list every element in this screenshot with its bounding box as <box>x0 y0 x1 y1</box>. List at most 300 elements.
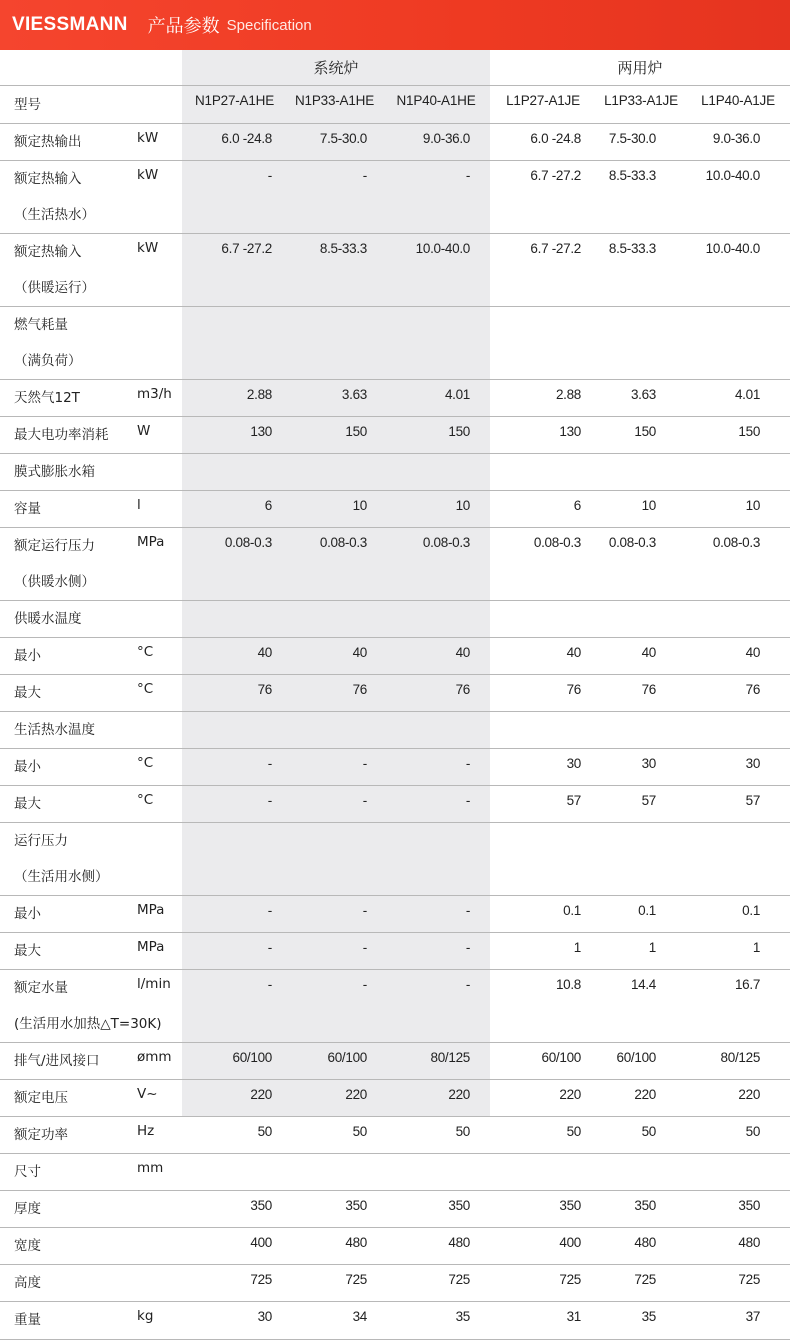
value-cell <box>382 1006 490 1043</box>
value-cell: 60/100 <box>490 1043 596 1080</box>
value-cell: 2.88 <box>490 380 596 417</box>
value-cell: 480 <box>382 1228 490 1265</box>
value-cell: 6.0 -24.8 <box>490 124 596 161</box>
value-cell: 1 <box>596 933 686 970</box>
row-label: 容量 <box>0 491 135 528</box>
row-unit: W <box>135 417 182 454</box>
value-cell: 30 <box>490 749 596 786</box>
value-cell <box>287 601 382 638</box>
value-cell <box>287 270 382 307</box>
row-unit: ømm <box>135 1043 182 1080</box>
value-cell <box>596 1006 686 1043</box>
value-cell: 220 <box>686 1080 790 1117</box>
value-cell: 76 <box>596 675 686 712</box>
value-cell: 76 <box>686 675 790 712</box>
value-cell: 60/100 <box>182 1043 287 1080</box>
table-row <box>0 712 790 749</box>
value-cell: 480 <box>596 1228 686 1265</box>
table-row <box>0 234 790 271</box>
value-cell: 10 <box>382 491 490 528</box>
value-cell: 0.08-0.3 <box>490 528 596 565</box>
value-cell: 350 <box>490 1191 596 1228</box>
value-cell <box>686 601 790 638</box>
value-cell <box>382 454 490 491</box>
value-cell <box>596 823 686 860</box>
row-label: 最大 <box>0 786 135 823</box>
value-cell <box>287 859 382 896</box>
table-row <box>0 970 790 1007</box>
value-cell: - <box>287 896 382 933</box>
value-cell: - <box>182 896 287 933</box>
value-cell <box>686 564 790 601</box>
value-cell: 3.63 <box>287 380 382 417</box>
value-cell: 57 <box>686 786 790 823</box>
value-cell: - <box>382 933 490 970</box>
row-unit: kW <box>135 161 182 198</box>
value-cell: 31 <box>490 1302 596 1340</box>
value-cell: 35 <box>382 1302 490 1340</box>
value-cell: 10.8 <box>490 970 596 1007</box>
value-cell: 8.5-33.3 <box>287 234 382 271</box>
table-row <box>0 896 790 933</box>
value-cell <box>686 454 790 491</box>
value-cell <box>287 1006 382 1043</box>
row-label: 最大 <box>0 675 135 712</box>
group-combi-boiler: 两用炉 <box>617 59 663 77</box>
table-row <box>0 491 790 528</box>
table-row <box>0 859 790 896</box>
row-unit <box>135 712 182 749</box>
value-cell: 220 <box>596 1080 686 1117</box>
row-label: 额定功率 <box>0 1117 135 1154</box>
value-cell: 0.08-0.3 <box>182 528 287 565</box>
table-row <box>0 749 790 786</box>
page-title: 产品参数 <box>147 16 220 37</box>
value-cell: 2.88 <box>182 380 287 417</box>
row-unit <box>135 270 182 307</box>
value-cell: 725 <box>686 1265 790 1302</box>
value-cell: 40 <box>686 638 790 675</box>
row-unit: °C <box>135 638 182 675</box>
value-cell: 40 <box>182 638 287 675</box>
value-cell <box>686 197 790 234</box>
specification-table <box>0 50 790 1340</box>
value-cell <box>596 307 686 344</box>
value-cell: 6.7 -27.2 <box>490 161 596 198</box>
page-subtitle: Specification <box>226 16 312 34</box>
value-cell: 725 <box>182 1265 287 1302</box>
value-cell: 0.08-0.3 <box>287 528 382 565</box>
value-cell: 10.0-40.0 <box>686 161 790 198</box>
value-cell: 220 <box>490 1080 596 1117</box>
value-cell <box>382 343 490 380</box>
value-cell: 130 <box>490 417 596 454</box>
value-cell: 220 <box>287 1080 382 1117</box>
value-cell <box>382 823 490 860</box>
value-cell <box>490 454 596 491</box>
value-cell <box>596 343 686 380</box>
table-row <box>0 638 790 675</box>
model-name: L1P33-A1JE <box>596 86 686 124</box>
model-header-row <box>0 86 790 124</box>
row-unit: m3/h <box>135 380 182 417</box>
value-cell <box>287 712 382 749</box>
row-unit <box>135 823 182 860</box>
row-unit: MPa <box>135 528 182 565</box>
value-cell <box>596 601 686 638</box>
row-unit: kW <box>135 234 182 271</box>
value-cell: 76 <box>182 675 287 712</box>
value-cell: - <box>382 970 490 1007</box>
table-row <box>0 933 790 970</box>
value-cell <box>596 1154 686 1191</box>
value-cell <box>287 454 382 491</box>
value-cell: 30 <box>686 749 790 786</box>
row-label: 尺寸 <box>0 1154 135 1191</box>
value-cell: 34 <box>287 1302 382 1340</box>
value-cell: 7.5-30.0 <box>596 124 686 161</box>
value-cell: 220 <box>382 1080 490 1117</box>
value-cell: - <box>382 749 490 786</box>
row-label: 最小 <box>0 638 135 675</box>
value-cell <box>596 197 686 234</box>
value-cell: 150 <box>287 417 382 454</box>
value-cell <box>686 270 790 307</box>
value-cell <box>490 601 596 638</box>
value-cell <box>287 343 382 380</box>
row-label: 供暖水温度 <box>0 601 135 638</box>
row-unit: l/min <box>135 970 182 1007</box>
value-cell: - <box>382 786 490 823</box>
table-row <box>0 454 790 491</box>
value-cell: - <box>287 786 382 823</box>
row-unit: MPa <box>135 896 182 933</box>
value-cell: 6 <box>490 491 596 528</box>
value-cell <box>382 712 490 749</box>
model-name: L1P40-A1JE <box>686 86 790 124</box>
row-unit: l <box>135 491 182 528</box>
table-row <box>0 564 790 601</box>
value-cell: - <box>182 161 287 198</box>
value-cell: 6.0 -24.8 <box>182 124 287 161</box>
value-cell: 0.1 <box>686 896 790 933</box>
value-cell <box>287 823 382 860</box>
value-cell: 14.4 <box>596 970 686 1007</box>
row-label: 燃气耗量 <box>0 307 135 344</box>
value-cell: 1 <box>490 933 596 970</box>
value-cell: 50 <box>596 1117 686 1154</box>
table-row <box>0 1191 790 1228</box>
value-cell <box>686 343 790 380</box>
value-cell: 76 <box>490 675 596 712</box>
row-unit <box>135 1191 182 1228</box>
value-cell: 0.08-0.3 <box>686 528 790 565</box>
value-cell: 350 <box>182 1191 287 1228</box>
value-cell: 30 <box>596 749 686 786</box>
value-cell <box>182 564 287 601</box>
value-cell: - <box>287 749 382 786</box>
table-row <box>0 675 790 712</box>
value-cell: 57 <box>490 786 596 823</box>
value-cell <box>596 859 686 896</box>
value-cell <box>182 1006 287 1043</box>
value-cell: 7.5-30.0 <box>287 124 382 161</box>
table-row <box>0 307 790 344</box>
value-cell: 40 <box>382 638 490 675</box>
value-cell: 150 <box>382 417 490 454</box>
row-unit: °C <box>135 749 182 786</box>
row-label: 最大电功率消耗 <box>0 417 135 454</box>
value-cell: - <box>182 786 287 823</box>
value-cell: 8.5-33.3 <box>596 161 686 198</box>
row-label: 额定运行压力 <box>0 528 135 565</box>
row-label: 生活热水温度 <box>0 712 135 749</box>
value-cell: 8.5-33.3 <box>596 234 686 271</box>
value-cell <box>182 601 287 638</box>
value-cell <box>490 270 596 307</box>
table-row <box>0 1228 790 1265</box>
value-cell: 50 <box>182 1117 287 1154</box>
value-cell <box>382 859 490 896</box>
value-cell: 16.7 <box>686 970 790 1007</box>
value-cell <box>182 270 287 307</box>
table-row <box>0 417 790 454</box>
row-unit <box>135 859 182 896</box>
value-cell <box>182 454 287 491</box>
value-cell: 35 <box>596 1302 686 1340</box>
row-label: 额定热输出 <box>0 124 135 161</box>
value-cell: 0.1 <box>596 896 686 933</box>
value-cell <box>182 712 287 749</box>
value-cell <box>287 1154 382 1191</box>
value-cell <box>490 859 596 896</box>
value-cell: 60/100 <box>287 1043 382 1080</box>
table-row <box>0 1302 790 1340</box>
row-unit <box>135 307 182 344</box>
value-cell <box>382 564 490 601</box>
value-cell: 350 <box>596 1191 686 1228</box>
value-cell <box>490 1006 596 1043</box>
table-row <box>0 161 790 198</box>
value-cell <box>182 343 287 380</box>
value-cell: 10.0-40.0 <box>382 234 490 271</box>
row-unit <box>135 343 182 380</box>
value-cell: 76 <box>287 675 382 712</box>
value-cell <box>596 454 686 491</box>
value-cell <box>490 307 596 344</box>
value-cell: 4.01 <box>686 380 790 417</box>
value-cell <box>490 712 596 749</box>
value-cell <box>490 343 596 380</box>
value-cell <box>686 1006 790 1043</box>
row-unit: MPa <box>135 933 182 970</box>
row-label: 最小 <box>0 749 135 786</box>
value-cell: 0.08-0.3 <box>596 528 686 565</box>
value-cell: 40 <box>596 638 686 675</box>
row-label: 额定电压 <box>0 1080 135 1117</box>
value-cell <box>686 712 790 749</box>
row-unit: kg <box>135 1302 182 1340</box>
value-cell <box>182 1154 287 1191</box>
value-cell: 725 <box>490 1265 596 1302</box>
table-row <box>0 197 790 234</box>
value-cell: 10 <box>287 491 382 528</box>
value-cell: 6.7 -27.2 <box>182 234 287 271</box>
table-row <box>0 601 790 638</box>
value-cell: 0.08-0.3 <box>382 528 490 565</box>
row-label: (生活用水加热△T=30K) <box>14 1016 162 1032</box>
value-cell <box>382 1154 490 1191</box>
row-label: （满负荷） <box>14 353 82 369</box>
value-cell: 3.63 <box>596 380 686 417</box>
value-cell: 60/100 <box>596 1043 686 1080</box>
table-row <box>0 1006 790 1043</box>
model-name: N1P33-A1HE <box>287 86 382 124</box>
row-label: （生活热水） <box>14 207 95 223</box>
value-cell: 725 <box>382 1265 490 1302</box>
value-cell <box>596 564 686 601</box>
row-unit <box>135 601 182 638</box>
value-cell: 725 <box>287 1265 382 1302</box>
value-cell: 400 <box>490 1228 596 1265</box>
value-cell: 6.7 -27.2 <box>490 234 596 271</box>
row-label: 额定热输入 <box>0 161 135 198</box>
row-unit <box>135 1228 182 1265</box>
table-row <box>0 823 790 860</box>
brand-logo: VIESSMANN <box>12 14 128 35</box>
row-unit <box>135 1265 182 1302</box>
row-unit: kW <box>135 124 182 161</box>
value-cell: - <box>287 933 382 970</box>
value-cell <box>596 712 686 749</box>
header-banner <box>0 0 790 50</box>
value-cell: 57 <box>596 786 686 823</box>
row-label: 最小 <box>0 896 135 933</box>
row-unit: V~ <box>135 1080 182 1117</box>
value-cell: - <box>382 896 490 933</box>
value-cell: 220 <box>182 1080 287 1117</box>
row-label: 宽度 <box>0 1228 135 1265</box>
value-cell: 9.0-36.0 <box>382 124 490 161</box>
value-cell: 130 <box>182 417 287 454</box>
value-cell: - <box>287 970 382 1007</box>
table-row <box>0 528 790 565</box>
value-cell <box>382 270 490 307</box>
value-cell: 76 <box>382 675 490 712</box>
value-cell <box>596 270 686 307</box>
value-cell <box>382 601 490 638</box>
table-row <box>0 124 790 161</box>
row-label: 最大 <box>0 933 135 970</box>
value-cell: 350 <box>382 1191 490 1228</box>
value-cell: - <box>182 970 287 1007</box>
model-name: N1P27-A1HE <box>182 86 287 124</box>
row-unit: °C <box>135 786 182 823</box>
value-cell: - <box>182 933 287 970</box>
value-cell: - <box>287 161 382 198</box>
row-unit: °C <box>135 675 182 712</box>
value-cell: 150 <box>596 417 686 454</box>
group-system-boiler: 系统炉 <box>313 59 359 77</box>
table-row <box>0 1117 790 1154</box>
value-cell <box>490 1154 596 1191</box>
value-cell: 10 <box>686 491 790 528</box>
table-row <box>0 1043 790 1080</box>
value-cell: - <box>182 749 287 786</box>
value-cell: 80/125 <box>382 1043 490 1080</box>
value-cell: 725 <box>596 1265 686 1302</box>
value-cell: 30 <box>182 1302 287 1340</box>
row-label: 额定水量 <box>0 970 135 1007</box>
value-cell <box>287 564 382 601</box>
row-label: 运行压力 <box>0 823 135 860</box>
value-cell: 350 <box>686 1191 790 1228</box>
value-cell <box>686 823 790 860</box>
value-cell: 40 <box>490 638 596 675</box>
value-cell: - <box>382 161 490 198</box>
row-label: 高度 <box>0 1265 135 1302</box>
table-row <box>0 786 790 823</box>
row-label: 天然气12T <box>0 380 135 417</box>
row-unit <box>135 564 182 601</box>
value-cell: 50 <box>287 1117 382 1154</box>
value-cell: 37 <box>686 1302 790 1340</box>
value-cell: 50 <box>686 1117 790 1154</box>
model-name: L1P27-A1JE <box>490 86 596 124</box>
value-cell: 0.1 <box>490 896 596 933</box>
model-label: 型号 <box>0 86 135 124</box>
value-cell: 10.0-40.0 <box>686 234 790 271</box>
value-cell: 50 <box>382 1117 490 1154</box>
value-cell: 10 <box>596 491 686 528</box>
value-cell <box>490 564 596 601</box>
model-name: N1P40-A1HE <box>382 86 490 124</box>
table-row <box>0 380 790 417</box>
row-label: 额定热输入 <box>0 234 135 271</box>
value-cell <box>490 823 596 860</box>
value-cell <box>182 859 287 896</box>
row-unit: mm <box>135 1154 182 1191</box>
row-unit <box>135 454 182 491</box>
group-header-row <box>0 50 790 86</box>
value-cell: 1 <box>686 933 790 970</box>
row-label: 重量 <box>0 1302 135 1340</box>
table-row <box>0 1154 790 1191</box>
value-cell: 4.01 <box>382 380 490 417</box>
row-label: （供暖水侧） <box>14 574 95 590</box>
value-cell: 480 <box>686 1228 790 1265</box>
row-label: 排气/进风接口 <box>0 1043 135 1080</box>
value-cell: 6 <box>182 491 287 528</box>
row-label: （生活用水侧） <box>14 869 109 885</box>
value-cell: 9.0-36.0 <box>686 124 790 161</box>
row-label: （供暖运行） <box>14 280 95 296</box>
value-cell: 80/125 <box>686 1043 790 1080</box>
value-cell <box>382 307 490 344</box>
row-unit: Hz <box>135 1117 182 1154</box>
value-cell: 480 <box>287 1228 382 1265</box>
row-label: 膜式膨胀水箱 <box>0 454 135 491</box>
value-cell <box>686 1154 790 1191</box>
value-cell <box>686 859 790 896</box>
value-cell <box>182 823 287 860</box>
row-label: 厚度 <box>0 1191 135 1228</box>
table-row <box>0 343 790 380</box>
value-cell <box>490 197 596 234</box>
value-cell: 350 <box>287 1191 382 1228</box>
value-cell <box>182 307 287 344</box>
value-cell <box>686 307 790 344</box>
